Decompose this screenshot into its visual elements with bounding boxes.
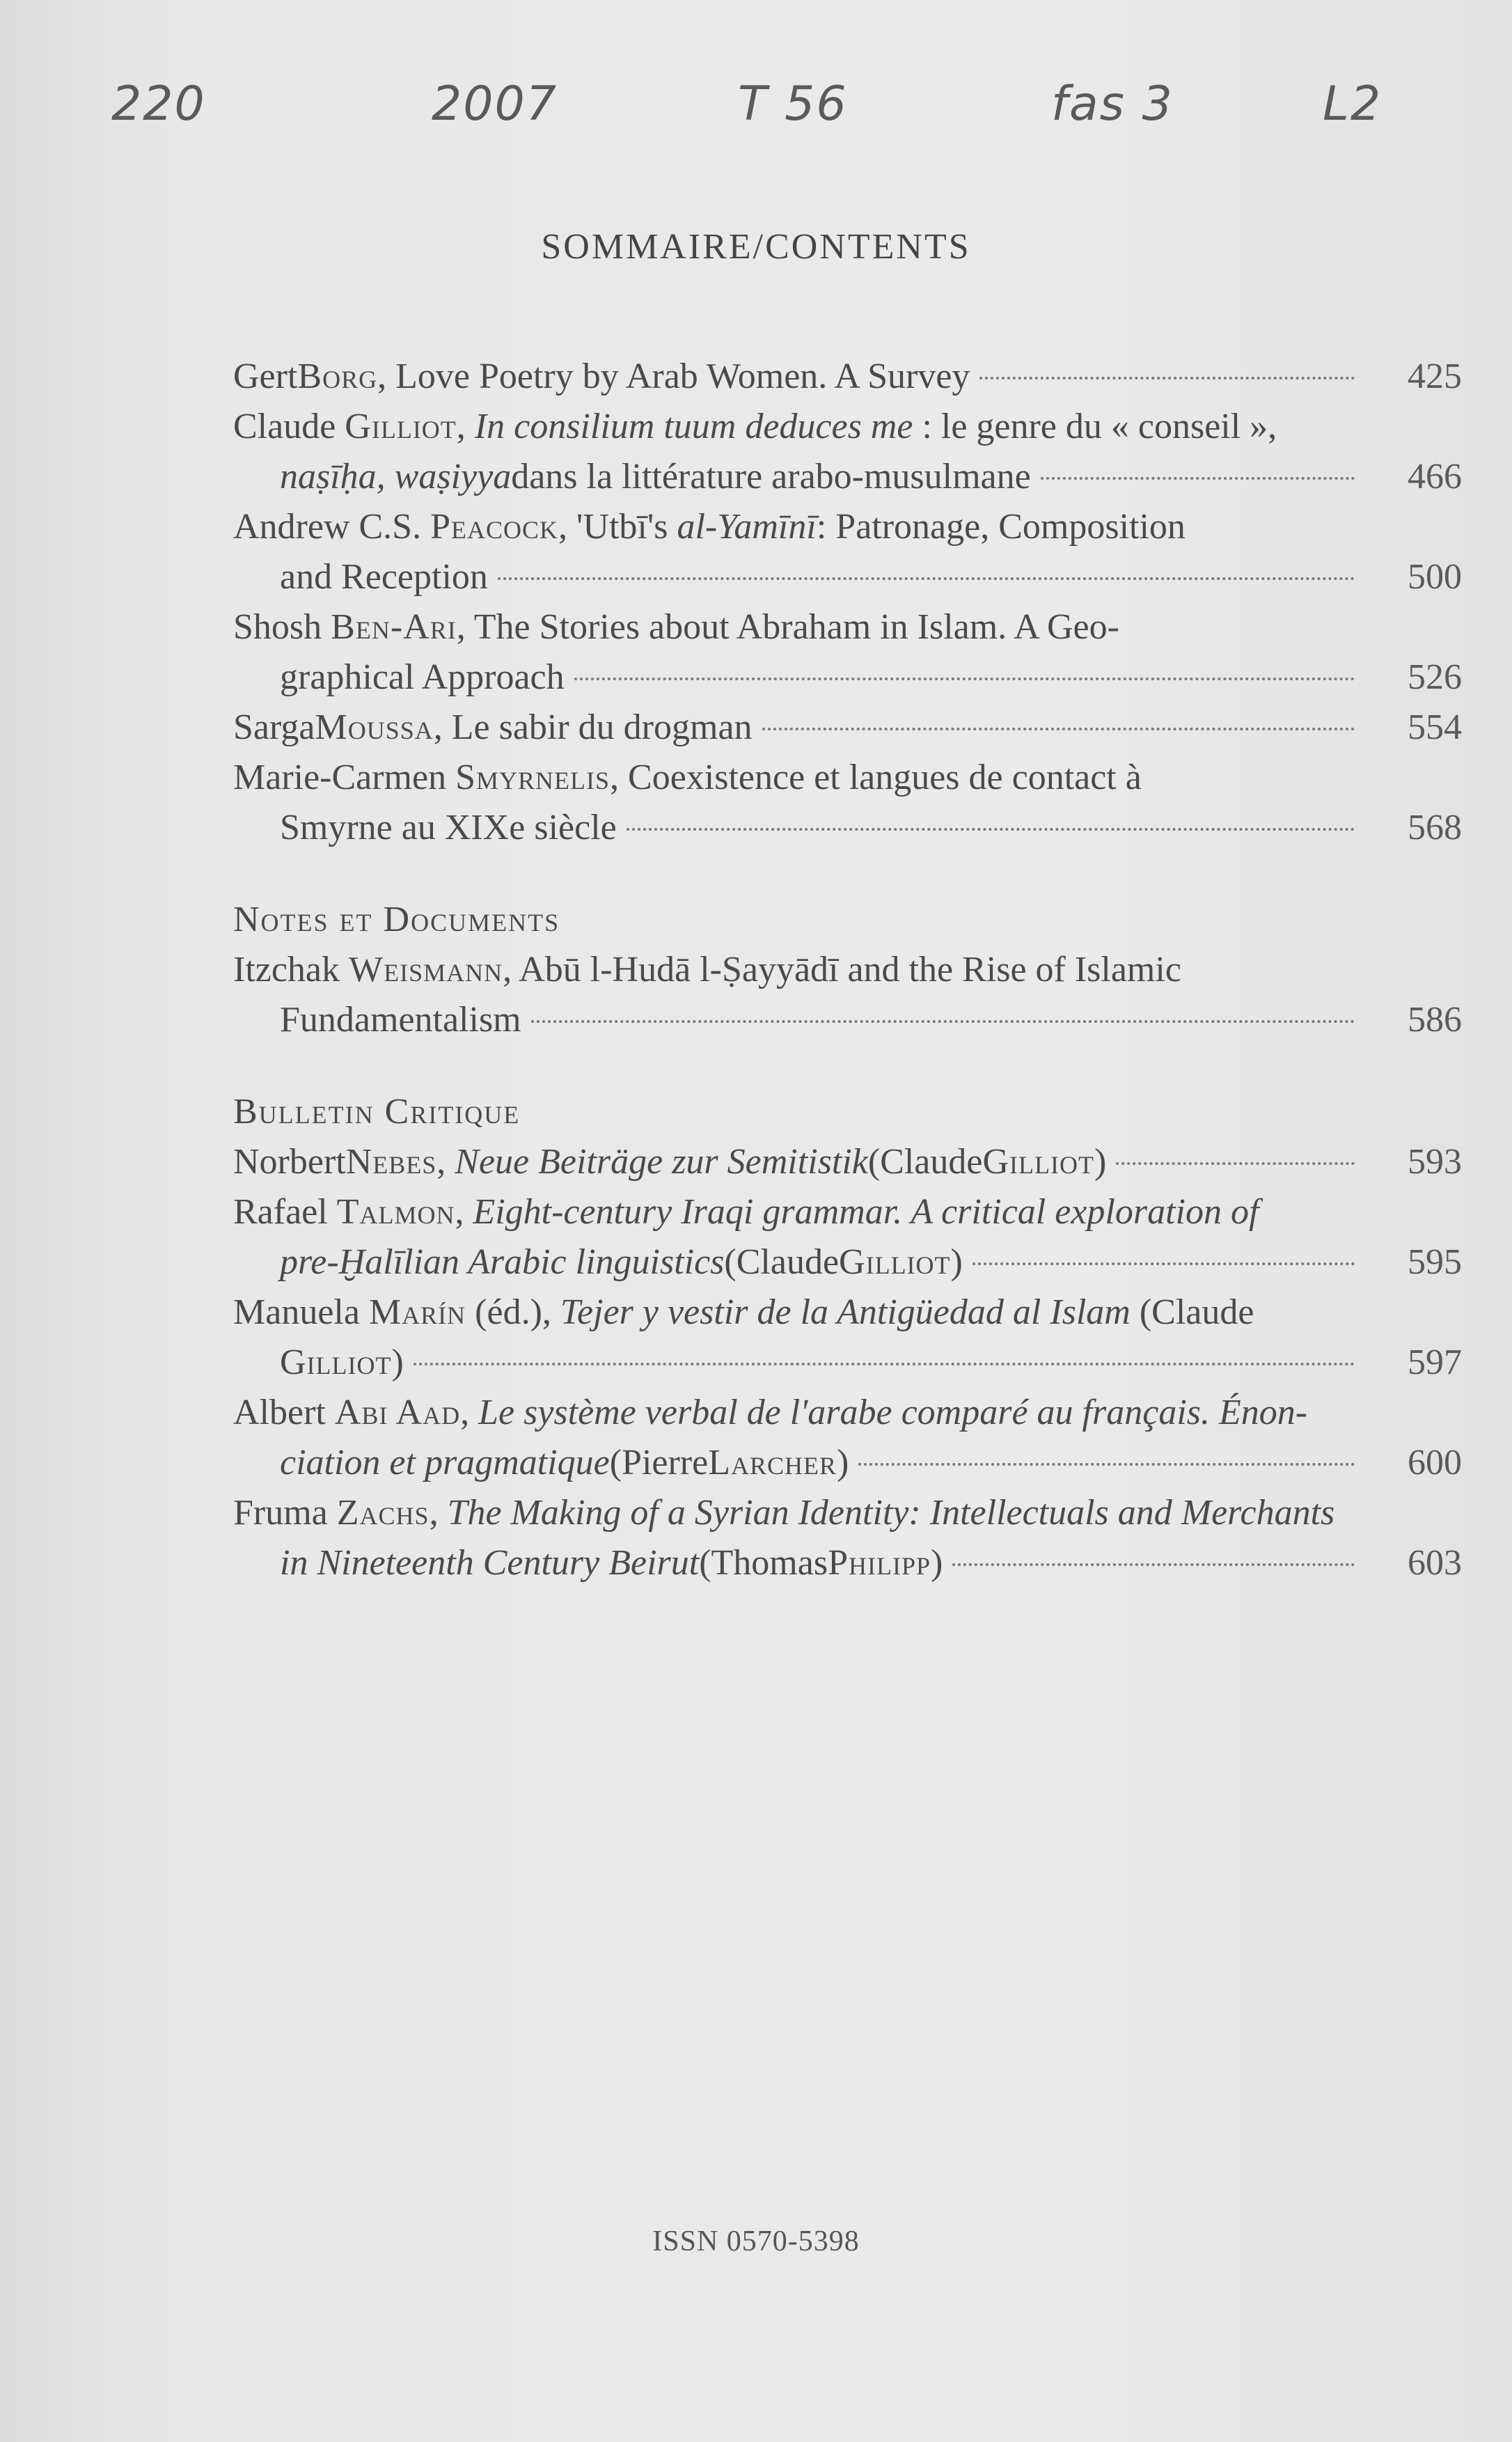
toc-entry (233, 502, 1462, 602)
entry-title-italic: al-Yamīnī (677, 507, 817, 547)
author-last: Gilliot (345, 407, 457, 446)
dot-leader (574, 678, 1355, 680)
author-first: Rafael (233, 1192, 337, 1232)
author-last: Ben-Ari (331, 607, 457, 647)
page-title: SOMMAIRE/CONTENTS (541, 227, 971, 267)
toc-entry (233, 703, 1462, 753)
entry-title-italic: Le système verbal de l'arabe comparé au français. Énon- (478, 1393, 1308, 1432)
entry-title-italic: Neue Beiträge zur Semitistik (455, 1142, 868, 1182)
reviewer-last: Larcher (708, 1443, 837, 1482)
entry-title-italic: naṣīḥa, waṣiyya (280, 457, 512, 496)
page-number: 586 (1408, 1000, 1462, 1040)
author-first: Marie-Carmen (233, 758, 456, 797)
page-number: 526 (1408, 657, 1462, 697)
page-number: 593 (1408, 1142, 1462, 1182)
dot-leader (1041, 477, 1355, 480)
entry-title-italic: Tejer y vestir de la Antigüedad al Islam (560, 1292, 1131, 1332)
handwritten-notes (111, 77, 1469, 160)
entry-title: , The Stories about Abraham in Islam. A Geo- (456, 607, 1119, 647)
page-number: 600 (1408, 1443, 1462, 1482)
toc-entry: Albert Abi Aad, Le système verbal de l'arabe comparé au français. Énon- ciation et pragmatique (Pierre Larcher ) 600 (233, 1388, 1462, 1488)
reviewer-close: ) (837, 1443, 849, 1482)
toc-entry (233, 602, 1462, 703)
entry-title: and Reception (280, 557, 488, 597)
entry-title: graphical Approach (280, 657, 565, 697)
dot-leader (414, 1363, 1355, 1365)
dot-leader (952, 1563, 1355, 1566)
entry-title-italic: ciation et pragmatique (280, 1443, 610, 1482)
reviewer-close: ) (1094, 1142, 1107, 1182)
toc-entry: Fruma Zachs, The Making of a Syrian Identity: Intellectuals and Merchants in Nineteenth Century Beirut (Thomas Philipp ) 603 (233, 1488, 1462, 1588)
entry-title-italic: Eight-century Iraqi grammar. A critical exploration of (473, 1192, 1259, 1232)
author-first: Shosh (233, 607, 331, 647)
page-number: 466 (1408, 457, 1462, 496)
entry-title: , Abū l-Hudā l-Ṣayyādī and the Rise of Islamic (503, 950, 1181, 989)
toc-entry (233, 753, 1462, 853)
dot-leader (1116, 1162, 1355, 1165)
toc-entry (233, 352, 1462, 402)
author-last: Borg (297, 357, 378, 396)
reviewer-last: Philipp (828, 1543, 931, 1583)
entry-title-italic: In consilium tuum deduces me (474, 407, 913, 446)
dot-leader (498, 577, 1355, 580)
page-number: 595 (1408, 1242, 1462, 1282)
author-first: Andrew C.S. (233, 507, 431, 547)
toc-entry (233, 1287, 1462, 1388)
reviewer-first: (Claude (724, 1242, 840, 1282)
toc-entry (233, 945, 1462, 1045)
entry-title-italic: The Making of a Syrian Identity: Intellectuals and Merchants (447, 1493, 1335, 1533)
reviewer-first: (Pierre (609, 1443, 709, 1482)
dot-leader (858, 1463, 1355, 1466)
author-last: Weismann (349, 950, 503, 989)
page-number: 554 (1408, 707, 1462, 747)
author-first: Itzchak (233, 950, 349, 989)
page-number: 603 (1408, 1543, 1462, 1583)
handwritten-note: L2 (1323, 77, 1383, 132)
author-first: Sarga (233, 707, 315, 747)
reviewer-last: Gilliot (839, 1242, 951, 1282)
author-first: Gert (233, 357, 298, 396)
author-last: Nebes (345, 1142, 437, 1182)
author-first: Manuela (233, 1292, 369, 1332)
dot-leader (531, 1020, 1355, 1023)
entry-title: , Love Poetry by Arab Women. A Survey (377, 357, 970, 396)
handwritten-note: T 56 (738, 77, 848, 132)
entry-title: Fundamentalism (280, 1000, 521, 1040)
page-number: 597 (1408, 1343, 1462, 1382)
toc-entry: Claude Gilliot, In consilium tuum deduces me : le genre du « conseil », naṣīḥa, waṣiyya dans la littérature arabo-musulmane 466 (233, 402, 1462, 502)
entry-title-italic: pre-Ḫalīlian Arabic linguistics (280, 1242, 725, 1282)
dot-leader (979, 377, 1355, 379)
entry-title: , Coexistence et langues de contact à (610, 758, 1142, 797)
reviewer-last: Gilliot (280, 1343, 392, 1382)
dot-leader (972, 1262, 1355, 1265)
table-of-contents (233, 352, 1462, 1588)
section-heading-bulletin: Bulletin Critique (233, 1092, 521, 1132)
entry-title: , 'Utbī's (558, 507, 677, 547)
entry-title: Smyrne au XIXe siècle (280, 808, 617, 847)
entry-title: , Le sabir du drogman (433, 707, 753, 747)
entry-title: : le genre du « conseil », (913, 407, 1277, 446)
author-first: Albert (233, 1393, 335, 1432)
editor-note: (éd.), (466, 1292, 560, 1332)
author-last: Zachs (336, 1493, 430, 1533)
author-last: Smyrnelis (455, 758, 611, 797)
reviewer-close: ) (391, 1343, 404, 1382)
author-last: Moussa (315, 707, 434, 747)
author-first: Fruma (233, 1493, 337, 1533)
reviewer-close: ) (931, 1543, 943, 1583)
reviewer-close: ) (950, 1242, 963, 1282)
handwritten-note: fas 3 (1051, 77, 1174, 132)
handwritten-note: 220 (111, 77, 206, 132)
author-first: Claude (233, 407, 345, 446)
page-number: 500 (1408, 557, 1462, 597)
toc-entry: Rafael Talmon, Eight-century Iraqi grammar. A critical exploration of pre-Ḫalīlian Arabic linguistics (Claude Gilliot ) 595 (233, 1187, 1462, 1287)
author-last: Abi Aad (334, 1393, 461, 1432)
entry-title: dans la littérature arabo-musulmane (511, 457, 1031, 496)
dot-leader (627, 828, 1355, 831)
toc-entry: Norbert Nebes , Neue Beiträge zur Semitistik (Claude Gilliot ) 593 (233, 1137, 1462, 1187)
issn-footer: ISSN 0570-5398 (652, 2225, 860, 2257)
author-last: Talmon (336, 1192, 455, 1232)
section-heading-notes: Notes et Documents (233, 900, 560, 939)
page-number: 425 (1408, 357, 1462, 396)
entry-title: : Patronage, Composition (816, 507, 1186, 547)
entry-title-italic: in Nineteenth Century Beirut (280, 1543, 700, 1583)
reviewer-first: (Claude (867, 1142, 983, 1182)
dot-leader (762, 728, 1355, 730)
reviewer-last: Gilliot (982, 1142, 1094, 1182)
handwritten-note: 2007 (432, 77, 558, 132)
author-last: Marín (368, 1292, 466, 1332)
author-first: Norbert (233, 1142, 346, 1182)
author-last: Peacock (430, 507, 559, 547)
page-number: 568 (1408, 808, 1462, 847)
reviewer-first: (Claude (1130, 1292, 1254, 1332)
reviewer-first: (Thomas (699, 1543, 828, 1583)
